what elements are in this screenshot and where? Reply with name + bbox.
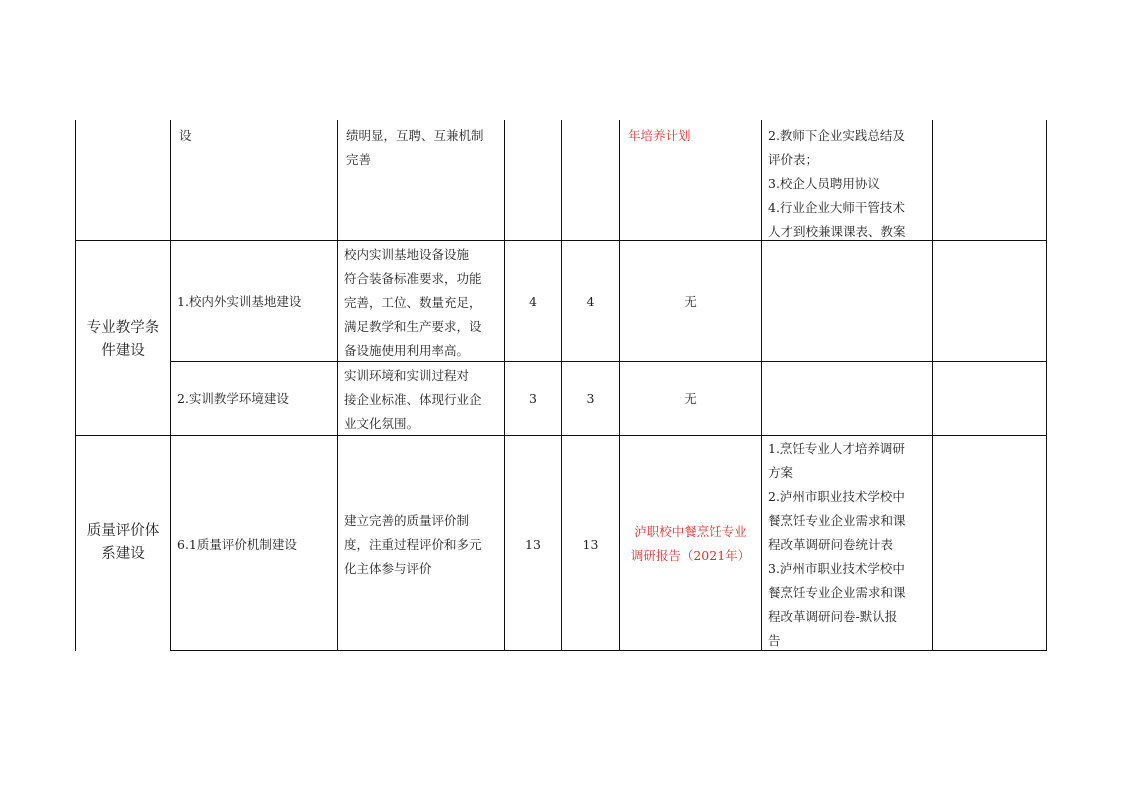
category-line: 专业教学条 (86, 320, 160, 336)
score-full: 3 (529, 391, 537, 406)
attachment-line: 2.泸州市职业技术学校中 (768, 489, 905, 504)
standard-cell (344, 243, 502, 363)
table-divider (932, 120, 933, 651)
attachment-line: 3.泸州市职业技术学校中 (768, 561, 905, 576)
score-self-cell (562, 533, 619, 557)
attachment-line: 3.校企人员聘用协议 (768, 176, 880, 191)
evidence-text: 无 (684, 391, 697, 406)
item-cell (177, 387, 289, 411)
attachment-line: 1.烹饪专业人才培养调研 (768, 441, 905, 456)
attachment-line: 2.教师下企业实践总结及 (768, 128, 905, 143)
score-full: 13 (525, 537, 541, 552)
category-line: 质量评价体 (86, 523, 160, 539)
standard-line: 业文化氛围。 (344, 416, 420, 431)
standard-line: 建立完善的质量评价制 (344, 513, 470, 528)
category-cell (76, 520, 170, 566)
category-line: 系建设 (101, 546, 145, 562)
attachment-line: 告 (768, 633, 781, 648)
item-text: 设 (179, 128, 192, 143)
attachment-line: 餐烹饪专业企业需求和课 (768, 585, 906, 600)
standard-line: 满足教学和生产要求，设 (344, 319, 482, 334)
score-self-cell (562, 290, 619, 314)
item-cell (179, 124, 192, 148)
evidence-line: 调研报告（2021年） (630, 548, 751, 563)
standard-cell (344, 509, 502, 581)
attachment-line: 4.行业企业大师干管技术 (768, 200, 905, 215)
table-border-right (1046, 120, 1047, 651)
category-line: 件建设 (101, 343, 145, 359)
standard-line: 绩明显，互聘、互兼机制 (346, 128, 484, 143)
attachment-line: 评价表； (768, 152, 819, 167)
standard-line: 备设施使用利用率高。 (344, 343, 470, 358)
standard-line: 度，注重过程评价和多元 (344, 537, 482, 552)
row-divider (170, 361, 1047, 362)
standard-line: 符合装备标准要求，功能 (344, 271, 482, 286)
table-divider (619, 120, 620, 651)
evidence-line: 泸职校中餐烹饪专业 (634, 524, 747, 539)
table-border-left (75, 120, 76, 651)
score-full-cell (505, 290, 561, 314)
standard-line: 完善，工位、数量充足， (344, 295, 482, 310)
score-self-cell (562, 387, 619, 411)
row-divider (75, 435, 1047, 436)
evidence-cell (620, 387, 761, 411)
standard-cell (344, 364, 502, 436)
table-divider (504, 120, 505, 651)
table-divider (170, 120, 171, 651)
standard-line: 接企业标准、体现行业企 (344, 392, 482, 407)
category-cell (76, 317, 170, 363)
attachment-line: 方案 (768, 465, 794, 480)
standard-line: 化主体参与评价 (344, 561, 432, 576)
evidence-text: 无 (684, 294, 697, 309)
standard-cell (346, 124, 498, 172)
evidence-cell (628, 124, 691, 148)
table-divider (337, 120, 338, 651)
score-self: 13 (582, 537, 599, 552)
standard-line: 实训环境和实训过程对 (344, 368, 470, 383)
score-full-cell (505, 533, 561, 557)
evidence-text: 年培养计划 (628, 128, 691, 143)
score-full-cell (505, 387, 561, 411)
standard-line: 校内实训基地设备设施 (344, 247, 470, 262)
standard-line: 完善 (346, 152, 372, 167)
attachment-line: 程改革调研问卷统计表 (768, 537, 894, 552)
attachment-line: 人才到校兼课课表、教案 (768, 224, 906, 239)
item-text: 6.1质量评价机制建设 (177, 537, 297, 552)
item-cell (177, 533, 297, 557)
score-full: 4 (529, 294, 537, 309)
table-divider (561, 120, 562, 651)
attachment-line: 程改革调研问卷-默认报 (768, 609, 898, 624)
item-text: 2.实训教学环境建设 (177, 391, 289, 406)
attachments-cell (768, 437, 928, 653)
table-divider (761, 120, 762, 651)
score-self: 3 (586, 391, 595, 406)
item-text: 1.校内外实训基地建设 (177, 294, 302, 309)
item-cell (177, 290, 301, 314)
attachments-cell (768, 124, 928, 244)
evidence-cell (620, 290, 761, 314)
score-self: 4 (586, 294, 595, 309)
evidence-cell (620, 520, 761, 568)
attachment-line: 餐烹饪专业企业需求和课 (768, 513, 906, 528)
